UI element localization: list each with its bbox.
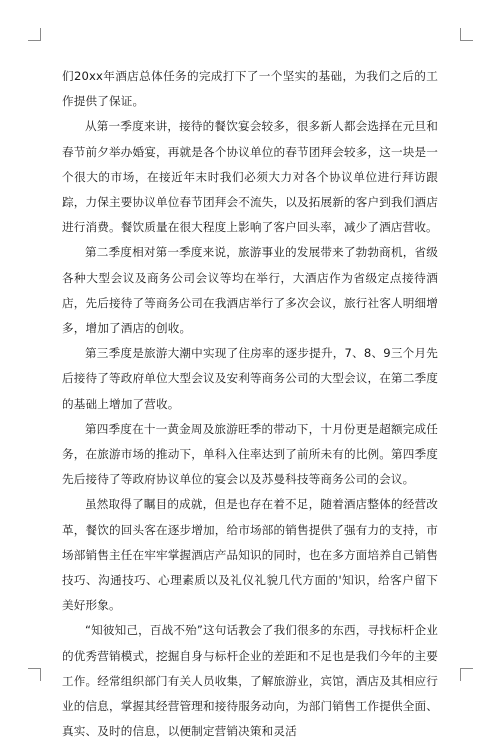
- paragraph-q3: 第三季度是旅游大潮中实现了住房率的逐步提升，7、8、9三个月先后接待了等政府单位大型会议及安利等商务公司的大型会议，在第二季度的基础上增加了营收。: [62, 346, 438, 411]
- crop-mark-bottom-right: [460, 668, 473, 681]
- paragraph-shortcomings: 虽然取得了瞩目的成就，但是也存在着不足，随着酒店整体的经营改革，餐饮的回头客在逐步增加，给市场部的销售提供了强有力的支持，市场部销售主任在牢牢掌握酒店产品知识的同时，也在多方面培养自己销售技巧、沟通技巧、心理素质以及礼仪礼貌几代方面的'知识，给客户留下美好形象。: [62, 497, 438, 613]
- crop-mark-top-right: [460, 28, 473, 41]
- crop-mark-bottom-left: [28, 668, 41, 681]
- paragraph-q2: 第二季度相对第一季度来说，旅游事业的发展带来了勃勃商机，省级各种大型会议及商务公司会议等均在举行，大酒店作为省级定点接待酒店，先后接待了等商务公司在我酒店举行了多次会议，旅行社客人明细增多，增加了酒店的创收。: [62, 245, 438, 336]
- paragraph-benchmarking: “知彼知己，百战不殆”这句话教会了我们很多的东西，寻找标杆企业的优秀营销模式，挖掘自身与标杆企业的差距和不足也是我们今年的主要工作。经常组织部门有关人员收集，了解旅游业，宾馆，酒店及其相应行业的信息，掌握其经营管理和接待服务动向，为部门销售工作提供全面、真实、及时的信息，以便制定营销决策和灵活: [62, 623, 438, 739]
- document-body: [62, 64, 438, 744]
- crop-mark-top-left: [28, 28, 41, 41]
- paragraph-q1: 从第一季度来讲，接待的餐饮宴会较多，很多新人都会选择在元旦和春节前夕举办婚宴，再就是各个协议单位的春节团拜会较多，这一块是一个很大的市场，在接近年末时我们必须大力对各个协议单位进行拜访跟踪，力保主要协议单位春节团拜会不流失，以及拓展新的客户到我们酒店进行消费。餐饮质量在很大程度上影响了客户回头率，减少了酒店营收。: [62, 119, 438, 235]
- paragraph-q4: 第四季度在十一黄金周及旅游旺季的带动下，十月份更是超额完成任务，在旅游市场的推动下，单科入住率达到了前所未有的比例。第四季度先后接待了等政府协议单位的宴会以及苏曼科技等商务公司的会议。: [62, 421, 438, 487]
- paragraph-continuation: 们20xx年酒店总体任务的完成打下了一个坚实的基础，为我们之后的工作提供了保证。: [62, 69, 438, 109]
